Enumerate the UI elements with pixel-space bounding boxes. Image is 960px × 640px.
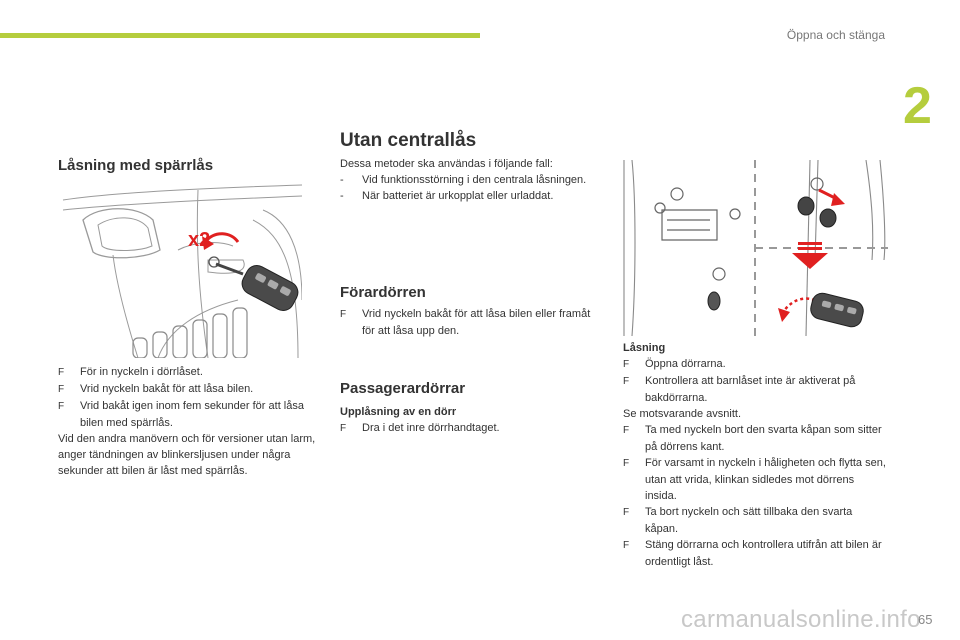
- case-1: - Vid funktionsstörning i den centrala låsningen.: [340, 172, 592, 188]
- lock-step-1: F Öppna dörrarna.: [623, 356, 888, 373]
- driver-step-1: F Vrid nyckeln bakåt för att låsa bilen eller framåt för att låsa upp den.: [340, 306, 592, 339]
- heading-driver-door: Förardörren: [340, 284, 426, 301]
- step-2: F Vrid nyckeln bakåt för att låsa bilen.: [58, 381, 320, 398]
- header-accent-bar: [0, 33, 480, 38]
- see-also: Se motsvarande avsnitt.: [623, 408, 742, 420]
- deadlock-note: Vid den andra manövern och för versioner utan larm, anger tändningen av blinkersljusen under några sekunder att bilen är låst med spärrlås.: [58, 433, 316, 477]
- case-2: - När batteriet är urkopplat eller urladdat.: [340, 188, 592, 204]
- watermark: carmanualsonline.info: [681, 606, 921, 633]
- lock-step-3: F Ta med nyckeln bort den svarta kåpan som sitter på dörrens kant.: [623, 422, 888, 455]
- unlock-subheading: Upplåsning av en dörr: [340, 406, 457, 418]
- heading-no-central-lock: Utan centrallås: [340, 130, 477, 151]
- lock-step-2: F Kontrollera att barnlåset inte är aktiverat på bakdörrarna.: [623, 373, 888, 406]
- step-1: F För in nyckeln i dörrlåset.: [58, 364, 320, 381]
- section-title: Öppna och stänga: [786, 28, 885, 42]
- lock-step-6: F Stäng dörrarna och kontrollera utifrån att bilen är ordentligt låst.: [623, 537, 888, 570]
- deadlock-steps: [58, 364, 320, 479]
- deadlock-key-illustration: [58, 180, 302, 358]
- usage-cases: [340, 156, 592, 204]
- passenger-unlock: [340, 404, 592, 437]
- lock-step-5: F Ta bort nyckeln och sätt tillbaka den svarta kåpan.: [623, 504, 888, 537]
- usage-intro: Dessa metoder ska användas i följande fall:: [340, 158, 553, 170]
- lock-subheading: Låsning: [623, 342, 666, 354]
- passenger-lock: [623, 340, 888, 570]
- heading-deadlock: Låsning med spärrlås: [58, 157, 214, 174]
- lock-step-4: F För varsamt in nyckeln i håligheten och flytta sen, utan att vrida, klinkan sidledes mot dörrens insida.: [623, 455, 888, 504]
- driver-steps: [340, 306, 592, 339]
- step-3: F Vrid bakåt igen inom fem sekunder för att låsa bilen med spärrlås.: [58, 398, 320, 431]
- unlock-step-1: F Dra i det inre dörrhandtaget.: [340, 420, 592, 437]
- chapter-number: 2: [903, 77, 932, 135]
- heading-passenger-doors: Passagerardörrar: [340, 380, 466, 397]
- page-number: 65: [918, 612, 933, 627]
- door-latch-illustration: [622, 160, 888, 336]
- twice-label: x2: [188, 229, 211, 251]
